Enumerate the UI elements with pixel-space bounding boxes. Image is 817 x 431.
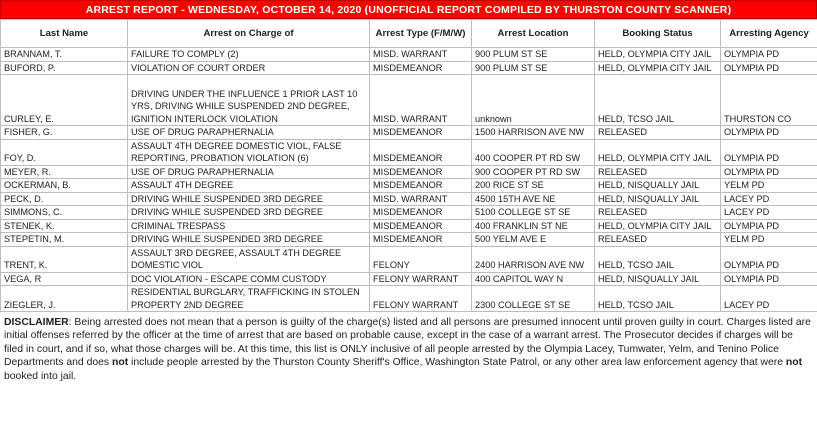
cell-status: HELD, OLYMPIA CITY JAIL [595, 48, 721, 62]
disclaimer [0, 312, 817, 383]
cell-type: MISDEMEANOR [370, 219, 472, 233]
cell-status: HELD, NISQUALLY JAIL [595, 179, 721, 193]
cell-name: FOY, D. [1, 139, 128, 165]
cell-location: unknown [472, 75, 595, 126]
table-row [1, 126, 817, 140]
table-row [1, 61, 817, 75]
cell-charge: ASSAULT 4TH DEGREE DOMESTIC VIOL, FALSE REPORTING, PROBATION VIOLATION (6) [128, 139, 370, 165]
disclaimer-text-2: include people arrested by the Thurston County Sheriff's Office, Washington State Patrol, or any other area law enforcement agency that were [128, 357, 786, 369]
cell-type: FELONY WARRANT [370, 286, 472, 312]
table-row [1, 192, 817, 206]
cell-charge: DRIVING WHILE SUSPENDED 3RD DEGREE [128, 192, 370, 206]
table-row [1, 139, 817, 165]
cell-charge: VIOLATION OF COURT ORDER [128, 61, 370, 75]
cell-name: TRENT, K. [1, 246, 128, 272]
disclaimer-text-1: : Being arrested does not mean that a person is guilty of the charge(s) listed and all persons are presumed innocent until proven guilty in court. Charges listed are initial offenses referred by the officer at the time of arrest that are based on probable cause, except in the case of a warrant arrest. The Prosecutor decides if charges will be filed in court, and if so, what those charges will be. At this time, this list is ONLY inclusive of all people arrested by the Olympia Lacey, Tumwater, Yelm, and Tenino Police Departments and does [4, 317, 811, 369]
cell-name: STENEK, K. [1, 219, 128, 233]
cell-charge: USE OF DRUG PARAPHERNALIA [128, 165, 370, 179]
cell-location: 400 COOPER PT RD SW [472, 139, 595, 165]
cell-name: BRANNAM, T. [1, 48, 128, 62]
cell-status: RELEASED [595, 165, 721, 179]
cell-location: 900 PLUM ST SE [472, 48, 595, 62]
table-header-row [1, 20, 817, 48]
cell-location: 900 PLUM ST SE [472, 61, 595, 75]
cell-agency: THURSTON CO [721, 75, 817, 126]
cell-location: 5100 COLLEGE ST SE [472, 206, 595, 220]
cell-charge: CRIMINAL TRESPASS [128, 219, 370, 233]
cell-location: 400 FRANKLIN ST NE [472, 219, 595, 233]
cell-type: MISDEMEANOR [370, 206, 472, 220]
cell-location: 1500 HARRISON AVE NW [472, 126, 595, 140]
cell-location: 500 YELM AVE E [472, 233, 595, 247]
cell-agency: OLYMPIA PD [721, 126, 817, 140]
cell-name: MEYER, R. [1, 165, 128, 179]
cell-agency: OLYMPIA PD [721, 272, 817, 286]
cell-status: HELD, TCSO JAIL [595, 286, 721, 312]
cell-charge: DRIVING UNDER THE INFLUENCE 1 PRIOR LAST 10 YRS, DRIVING WHILE SUSPENDED 2ND DEGREE, IGNITION INTERLOCK VIOLATION [128, 75, 370, 126]
cell-status: RELEASED [595, 126, 721, 140]
cell-type: MISDEMEANOR [370, 165, 472, 179]
col-header-booking-status: Booking Status [595, 20, 721, 48]
cell-type: FELONY [370, 246, 472, 272]
cell-status: RELEASED [595, 206, 721, 220]
table-row [1, 286, 817, 312]
cell-location: 2300 COLLEGE ST SE [472, 286, 595, 312]
cell-charge: ASSAULT 3RD DEGREE, ASSAULT 4TH DEGREE DOMESTIC VIOL [128, 246, 370, 272]
cell-status: HELD, NISQUALLY JAIL [595, 192, 721, 206]
cell-status: HELD, TCSO JAIL [595, 246, 721, 272]
table-row [1, 179, 817, 193]
cell-agency: OLYMPIA PD [721, 219, 817, 233]
cell-charge: ASSAULT 4TH DEGREE [128, 179, 370, 193]
disclaimer-not-2: not [785, 357, 803, 369]
col-header-charge: Arrest on Charge of [128, 20, 370, 48]
cell-name: ZIEGLER, J. [1, 286, 128, 312]
cell-name: PECK, D. [1, 192, 128, 206]
disclaimer-label: DISCLAIMER [4, 317, 69, 328]
table-row [1, 246, 817, 272]
cell-agency: OLYMPIA PD [721, 48, 817, 62]
disclaimer-not-1: not [112, 357, 129, 369]
cell-status: HELD, OLYMPIA CITY JAIL [595, 61, 721, 75]
cell-name: OCKERMAN, B. [1, 179, 128, 193]
col-header-arrest-type: Arrest Type (F/M/W) [370, 20, 472, 48]
col-header-last-name: Last Name [1, 20, 128, 48]
cell-status: HELD, TCSO JAIL [595, 75, 721, 126]
cell-name: STEPETIN, M. [1, 233, 128, 247]
cell-type: MISDEMEANOR [370, 61, 472, 75]
cell-type: MISD. WARRANT [370, 48, 472, 62]
cell-agency: OLYMPIA PD [721, 246, 817, 272]
cell-agency: OLYMPIA PD [721, 61, 817, 75]
cell-type: FELONY WARRANT [370, 272, 472, 286]
col-header-location: Arrest Location [472, 20, 595, 48]
col-header-agency: Arresting Agency [721, 20, 817, 48]
table-row [1, 272, 817, 286]
table-row [1, 165, 817, 179]
table-row [1, 206, 817, 220]
cell-charge: DRIVING WHILE SUSPENDED 3RD DEGREE [128, 233, 370, 247]
cell-name: FISHER, G. [1, 126, 128, 140]
cell-status: RELEASED [595, 233, 721, 247]
cell-type: MISDEMEANOR [370, 179, 472, 193]
cell-status: HELD, NISQUALLY JAIL [595, 272, 721, 286]
cell-location: 900 COOPER PT RD SW [472, 165, 595, 179]
cell-agency: LACEY PD [721, 192, 817, 206]
cell-name: SIMMONS, C. [1, 206, 128, 220]
cell-type: MISD. WARRANT [370, 192, 472, 206]
report-banner: ARREST REPORT - WEDNESDAY, OCTOBER 14, 2020 (UNOFFICIAL REPORT COMPILED BY THURSTON COUNTY SCANNER) [0, 0, 817, 19]
cell-charge: DRIVING WHILE SUSPENDED 3RD DEGREE [128, 206, 370, 220]
table-row [1, 75, 817, 126]
table-row [1, 233, 817, 247]
cell-name: CURLEY, E. [1, 75, 128, 126]
cell-status: HELD, OLYMPIA CITY JAIL [595, 139, 721, 165]
cell-type: MISD. WARRANT [370, 75, 472, 126]
cell-status: HELD, OLYMPIA CITY JAIL [595, 219, 721, 233]
cell-agency: YELM PD [721, 179, 817, 193]
cell-charge: DOC VIOLATION - ESCAPE COMM CUSTODY [128, 272, 370, 286]
cell-location: 200 RICE ST SE [472, 179, 595, 193]
cell-charge: FAILURE TO COMPLY (2) [128, 48, 370, 62]
cell-charge: USE OF DRUG PARAPHERNALIA [128, 126, 370, 140]
cell-type: MISDEMEANOR [370, 126, 472, 140]
table-row [1, 219, 817, 233]
cell-agency: YELM PD [721, 233, 817, 247]
cell-location: 400 CAPITOL WAY N [472, 272, 595, 286]
arrest-table [0, 19, 817, 312]
table-row [1, 48, 817, 62]
cell-name: VEGA, R [1, 272, 128, 286]
cell-agency: LACEY PD [721, 286, 817, 312]
cell-type: MISDEMEANOR [370, 233, 472, 247]
cell-name: BUFORD, P. [1, 61, 128, 75]
cell-type: MISDEMEANOR [370, 139, 472, 165]
cell-agency: OLYMPIA PD [721, 165, 817, 179]
cell-charge: RESIDENTIAL BURGLARY, TRAFFICKING IN STOLEN PROPERTY 2ND DEGREE [128, 286, 370, 312]
cell-location: 2400 HARRISON AVE NW [472, 246, 595, 272]
cell-location: 4500 15TH AVE NE [472, 192, 595, 206]
cell-agency: OLYMPIA PD [721, 139, 817, 165]
cell-agency: LACEY PD [721, 206, 817, 220]
disclaimer-text-3: booked into jail. [4, 370, 77, 382]
